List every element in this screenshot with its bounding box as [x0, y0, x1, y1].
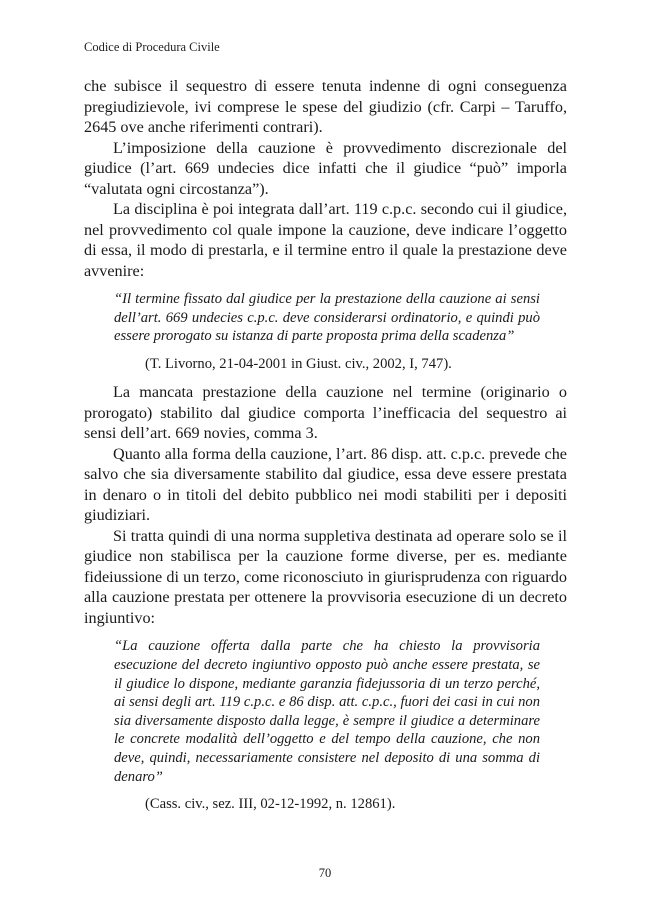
- paragraph-5: Quanto alla forma della cauzione, l’art. 86 disp. att. c.p.c. prevede che salvo che sia diversamente stabilito dal giudice, essa deve essere prestata in denaro o in titoli del debito pubblico nei modi stabiliti per i depositi giudiziari.: [84, 444, 567, 525]
- citation-2: (Cass. civ., sez. III, 02-12-1992, n. 12861).: [145, 796, 396, 813]
- paragraph-6: Si tratta quindi di una norma suppletiva destinata ad operare solo se il giudice non stabilisca per la cauzione forme diverse, per es. mediante fideiussione di un terzo, come riconosciuto in giurisprudenza con riguardo alla cauzione prestata per ottenere la provvisoria esecuzione di un decreto ingiuntivo:: [84, 526, 567, 627]
- paragraph-4: La mancata prestazione della cauzione nel termine (originario o prorogato) stabilito dal giudice comporta l’inefficacia del sequestro ai sensi dell’art. 669 novies, comma 3.: [84, 383, 567, 443]
- page-body: [84, 76, 567, 823]
- paragraph-1: che subisce il sequestro di essere tenuta indenne di ogni conseguenza pregiudizievole, ivi comprese le spese del giudizio (cfr. Carpi – Taruffo, 2645 ove anche riferimenti contrari).: [84, 77, 567, 136]
- quote-1: “Il termine fissato dal giudice per la prestazione della cauzione ai sensi dell’art. 669 undecies c.p.c. deve considerarsi ordinatorio, e quindi può essere prorogato su istanza di parte proposta prima della scadenza”: [114, 291, 540, 345]
- paragraph-2: L’imposizione della cauzione è provvedimento discrezionale del giudice (l’art. 669 undecies dice infatti che il giudice “può” imporla “valutata ogni circostanza”).: [84, 138, 567, 198]
- citation-1: (T. Livorno, 21-04-2001 in Giust. civ., 2002, I, 747).: [145, 355, 452, 372]
- quote-2: “La cauzione offerta dalla parte che ha chiesto la provvisoria esecuzione del decreto ingiuntivo opposto può anche essere prestata, se il giudice lo dispone, mediante garanzia fidejussoria di un terzo perché, ai sensi degli art. 119 c.p.c. e 86 disp. att. c.p.c., fuori dei casi in cui non sia diversamente disposto dalla legge, è sempre il giudice a determinare le concrete modalità dell’oggetto e del tempo della cauzione, che non deve, quindi, necessariamente consistere nel deposito di una somma di denaro”: [114, 638, 540, 785]
- page-number: 70: [318, 866, 332, 880]
- running-header: Codice di Procedura Civile: [84, 40, 220, 54]
- paragraph-3: La disciplina è poi integrata dall’art. 119 c.p.c. secondo cui il giudice, nel provvedimento col quale impone la cauzione, deve indicare l’oggetto di essa, il modo di prestarla, e il termine entro il quale la prestazione deve avvenire:: [84, 200, 567, 280]
